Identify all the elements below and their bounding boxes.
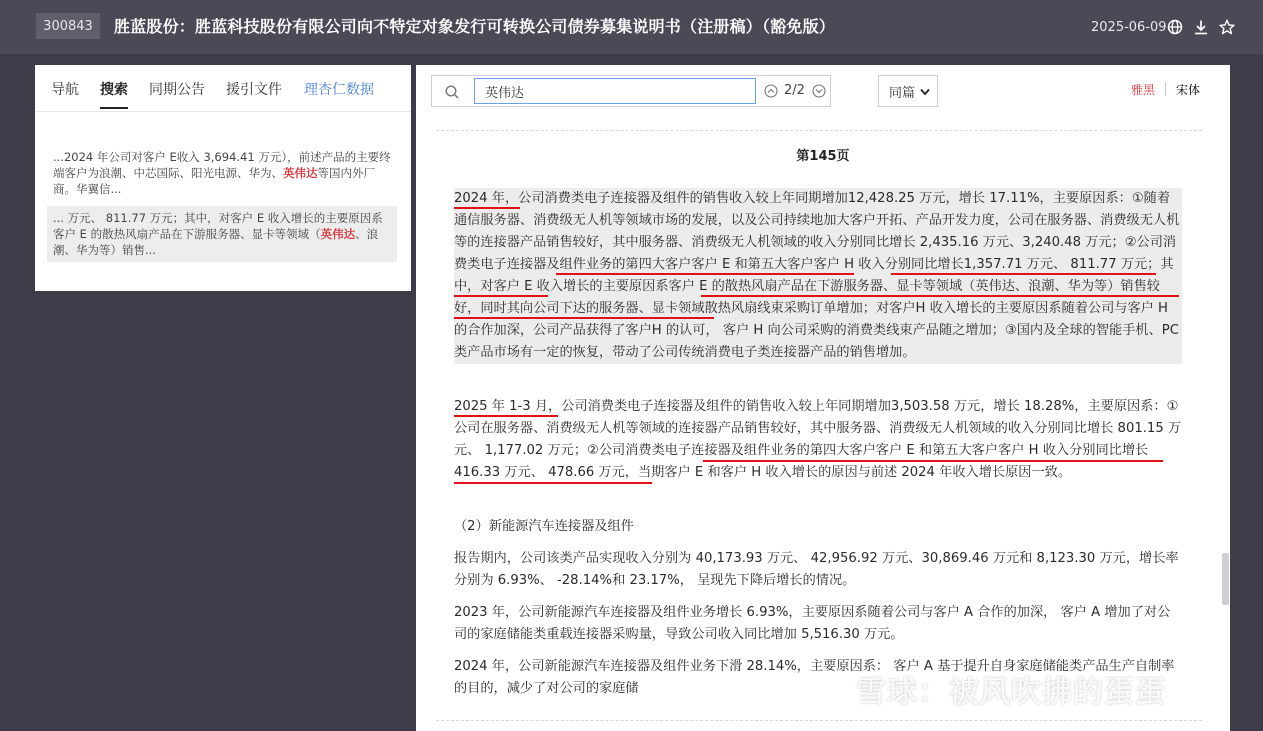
result-text: 、浪潮、华为等）销售...	[53, 227, 379, 257]
annotation-underline	[454, 317, 714, 319]
download-icon[interactable]	[1193, 19, 1209, 35]
snowball-logo-icon	[808, 669, 848, 709]
star-icon[interactable]	[1219, 19, 1235, 35]
tab-navigation[interactable]: 导航	[51, 82, 79, 98]
paragraph-2025q1-consumer: 2025 年 1-3 月，公司消费类电子连接器及组件的销售收入较上年同期增加3,503.58 万元，增长 18.28%，主要原因系：①公司在服务器、消费级无人机等领域的连接器产品销售较好，其中服务器、消费级无人机领域的收入分别同比增长 801.15 万元、 1,177.02 万元；②公司消费类电子连接器及组件业务的第四大客户客户 E 和第五大客户客户 H 收入分别同比增长 416.33 万元、 478.66 万元，当期客户 E 和客户 H 收入增长的原因与前述 2024 年收入增长原因一致。	[454, 399, 1182, 480]
annotation-underline	[703, 460, 1163, 462]
chevron-down-icon	[920, 88, 930, 96]
tab-lixinger-data[interactable]: 理杏仁数据	[304, 82, 374, 98]
left-panel	[35, 65, 411, 291]
paragraph-2024-consumer: 2024 年，公司消费类电子连接器及组件的销售收入较上年同期增加12,428.25 万元，增长 17.11%，主要原因系：①随着通信服务器、消费级无人机等领域市场的发展，以及公司持续地加大客户开拓、产品开发力度，公司在服务器、消费级无人机等的连接器产品销售较好，其中服务器、消费级无人机领域的收入分别同比增长 2,435.16 万元、3,240.48 万元；②公司消费类电子连接器及组件业务的第四大客户客户 E 和第五大客户客户 H 收入分别同比增长1,357.71 万元、 811.77 万元；其中，对客户 E 收入增长的主要原因系客户 E 的散热风扇产品在下游服务器、显卡等领域（英伟达、浪潮、华为等）销售较好，同时其向公司下达的服务器、显卡领域散热风扇线束采购订单增加；对客户H 收入增长的主要原因系随着公司与客户 H 的合作加深，公司产品获得了客户H 的认可， 客户 H 向公司采购的消费类线束产品随之增加；③国内及全球的智能手机、PC 类产品市场有一定的恢复，带动了公司传统消费电子类连接器产品的销售增加。	[454, 188, 1182, 364]
paragraph-2023-ev: 2023 年，公司新能源汽车连接器及组件业务增长 6.93%，主要原因系随着公司与客户 A 合作的加深， 客户 A 增加了对公司的家庭储能类重载连接器采购量，导致公司收入同比增加 5,516.30 万元。	[454, 605, 1171, 642]
search-result-item[interactable]	[47, 145, 397, 201]
search-input[interactable]	[474, 78, 756, 104]
watermark-text: 雪球：被风吹拂的蛋蛋	[856, 675, 1166, 710]
match-count: 2/2	[784, 83, 805, 98]
annotation-underline	[556, 273, 854, 275]
previous-match-icon[interactable]	[764, 84, 778, 98]
annotation-underline	[454, 482, 652, 484]
search-icon[interactable]	[444, 84, 460, 100]
publish-date: 2025-06-09	[1091, 20, 1167, 35]
search-box	[431, 75, 831, 107]
tab-search[interactable]: 搜索	[100, 82, 128, 98]
result-text: ... 万元、 811.77 万元；其中，对客户 E 收入增长的主要原因系客户 E 的散热风扇产品在下游服务器、显卡等领域（	[53, 211, 383, 241]
font-toggle	[1121, 75, 1217, 103]
stock-code-badge: 300843	[36, 13, 100, 39]
scrollbar-thumb[interactable]	[1222, 553, 1229, 605]
paragraph-2024-ev: 2024 年，公司新能源汽车连接器及组件业务下滑 28.14%，主要原因系： 客户 A 基于提升自身家庭储能类产品生产自制率的目的，减少了对公司的家庭储	[454, 659, 1175, 696]
result-highlight: 英伟达	[283, 166, 318, 180]
page-divider	[436, 720, 1202, 721]
paragraph-ev-revenue: 报告期内，公司该类产品实现收入分别为 40,173.93 万元、 42,956.92 万元、30,869.46 万元和 8,123.30 万元，增长率分别为 6.93%、 -28.14%和 23.17%， 呈现先下降后增长的情况。	[454, 551, 1179, 588]
section-heading-ev-connectors: （2）新能源汽车连接器及组件	[454, 519, 634, 534]
result-text: 等国内外厂商。华翼信...	[53, 166, 375, 196]
scope-value: 同篇	[889, 85, 916, 101]
annotation-underline	[454, 207, 520, 209]
page-divider	[436, 130, 1202, 131]
result-highlight: 英伟达	[320, 227, 356, 241]
globe-icon[interactable]	[1167, 19, 1183, 35]
document-title: 胜蓝股份：胜蓝科技股份有限公司向不特定对象发行可转换公司债券募集说明书（注册稿）（豁免版）	[114, 17, 836, 36]
document-viewer	[416, 65, 1230, 731]
font-option-yahei[interactable]: 雅黑	[1131, 82, 1156, 97]
left-tabs	[35, 65, 411, 112]
search-scope-select[interactable]	[878, 75, 938, 107]
tab-cited-files[interactable]: 援引文件	[226, 82, 282, 98]
annotation-underline	[454, 295, 548, 297]
active-tab-indicator	[100, 107, 128, 109]
next-match-icon[interactable]	[812, 84, 826, 98]
page-number: 第145页	[796, 149, 850, 164]
annotation-underline	[454, 415, 558, 417]
top-bar	[0, 0, 1263, 54]
tab-same-period-announcements[interactable]: 同期公告	[149, 82, 205, 98]
annotation-underline	[701, 295, 1179, 297]
watermark	[808, 668, 1166, 710]
annotation-underline	[891, 273, 1156, 275]
search-result-item-selected[interactable]	[47, 206, 397, 262]
font-option-songti[interactable]: 宋体	[1176, 82, 1201, 97]
result-text: ...2024 年公司对客户 E收入 3,694.41 万元），前述产品的主要终端客户为浪潮、中芯国际、阳光电源、华为、	[53, 150, 391, 180]
